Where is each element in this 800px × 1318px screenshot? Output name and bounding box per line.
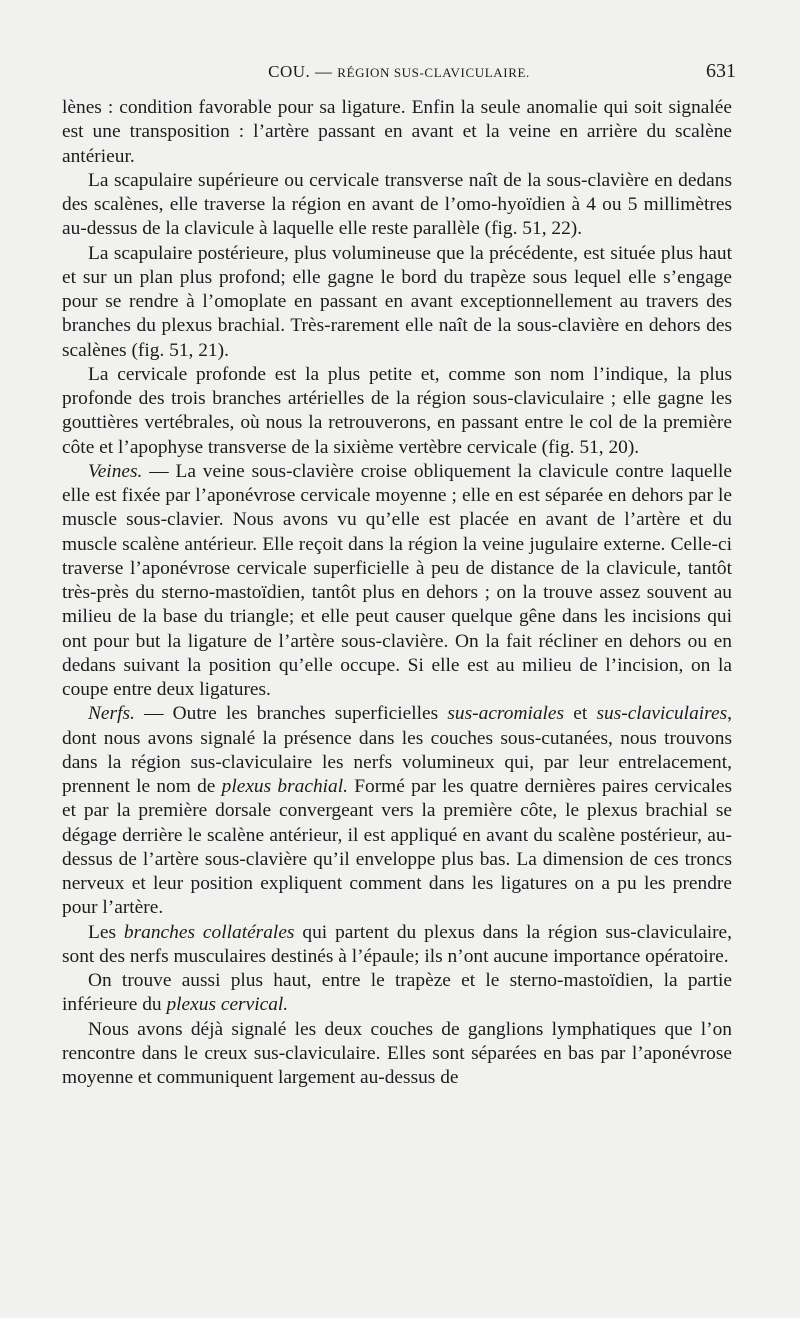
paragraph-continuation: lènes : condition favorable pour sa ligature. Enfin la seule anomalie qui soit signalée est une transposition : l’artère passant en avant et la veine en arrière du scalène antérieur. (62, 97, 732, 167)
paragraph-plexus-cervical (62, 969, 732, 1018)
nerfs-text-a: — Outre les branches superficielles (134, 703, 448, 725)
paragraph-scapulaire-superieure: La scapulaire supérieure ou cervicale transverse naît de la sous-clavière en dedans des scalènes, elle traverse la région en avant de l’omo-hyoïdien à 4 ou 5 millimètres au-dessus de la clavicule à laquelle elle reste parallèle (fig. 51, 22). (62, 169, 732, 240)
nerfs-text-c: , dont nous avons signalé la présence dans les couches sous-cutanées, nous trouvons dans la région sus-claviculaire les nerfs volumineux qui, par leur entrelacement, prennent le nom de (62, 703, 732, 797)
paragraph-scapulaire-posterieure: La scapulaire postérieure, plus volumineuse que la précédente, est située plus haut et sur un plan plus profond; elle gagne le bord du trapèze sous lequel elle s’engage pour se rendre à l’omoplate en passant en avant exceptionnellement au travers des branches du plexus brachial. Très-rarement elle naît de la sous-clavière en dehors des scalènes (fig. 51, 21). (62, 242, 732, 361)
body-text (62, 96, 732, 1090)
collaterales-text-b: qui partent du plexus dans la région sus-claviculaire, sont des nerfs musculaires destinés à l’épaule; ils n’ont aucune importance opératoire. (62, 921, 732, 967)
paragraph-cervicale-profonde: La cervicale profonde est la plus petite et, comme son nom l’indique, la plus profonde des trois branches artérielles de la région sous-claviculaire ; elle gagne les gouttières vertébrales, où nous la retrouverons, en passant entre le col de la première côte et l’apophyse transverse de la sixième vertèbre cervicale (fig. 51, 20). (62, 363, 732, 458)
nerfs-text-d: Formé par les quatre dernières paires cervicales et par la première dorsale convergeant vers la première côte, le plexus brachial se dégage derrière le scalène antérieur, il est appliqué en avant du scalène postérieur, au-dessus de l’artère sous-clavière qu’il enveloppe plus bas. La dimension de ces troncs nerveux et leur position expliquent comment dans les ligatures on a pu les prendre pour l’artère. (62, 776, 732, 919)
chapter-title: COU. (268, 62, 311, 81)
title-separator: — (310, 62, 338, 81)
veines-heading: Veines. (88, 460, 143, 482)
veines-text: — La veine sous-clavière croise obliquement la clavicule contre laquelle elle est fixée par l’aponévrose cervicale moyenne ; elle en est séparée en dehors par le muscle sous-clavier. Nous avons vu qu’elle est placée en avant de l’artère et du muscle scalène antérieur. Elle reçoit dans la région la veine jugulaire externe. Celle-ci traverse l’aponévrose cervicale superficielle à peu de distance de la clavicule, tantôt très-près du sterno-mastoïdien, tantôt plus en dehors ; on la trouve assez souvent au milieu de la base du triangle; et elle peut causer quelque gêne dans les incisions qui ont pour but la ligature de l’artère sous-clavière. On la fait récliner en dehors ou en dedans suivant la position qu’elle occupe. Si elle est au milieu de l’incision, on la coupe entre deux ligatures. (62, 460, 732, 700)
plexus-cervical-text: On trouve aussi plus haut, entre le trapèze et le sterno-mastoïdien, la partie inférieure du (62, 970, 732, 1016)
running-title (62, 62, 736, 82)
nerfs-heading: Nerfs. (88, 703, 135, 725)
term-sus-claviculaires: sus-claviculaires (596, 703, 728, 725)
running-header (62, 60, 736, 90)
term-branches-collaterales: branches collatérales (123, 921, 295, 943)
collaterales-text-a: Les (88, 921, 124, 943)
paragraph-nerfs (62, 702, 732, 920)
paragraph-veines (62, 460, 732, 703)
paragraph-branches-collaterales (62, 921, 732, 970)
page-number: 631 (706, 60, 736, 82)
section-title: RÉGION SUS-CLAVICULAIRE. (337, 65, 530, 80)
term-plexus-cervical: plexus cervical. (166, 994, 289, 1016)
term-plexus-brachial: plexus brachial. (221, 776, 348, 797)
nerfs-text-b: et (564, 703, 597, 725)
paragraph-ganglions: Nous avons déjà signalé les deux couches de ganglions lymphatiques que l’on rencontre dans le creux sus-claviculaire. Elles sont séparées en bas par l’aponévrose moyenne et communiquent largement au-dessus de (62, 1018, 732, 1088)
term-sus-acromiales: sus-acromiales (447, 703, 565, 725)
